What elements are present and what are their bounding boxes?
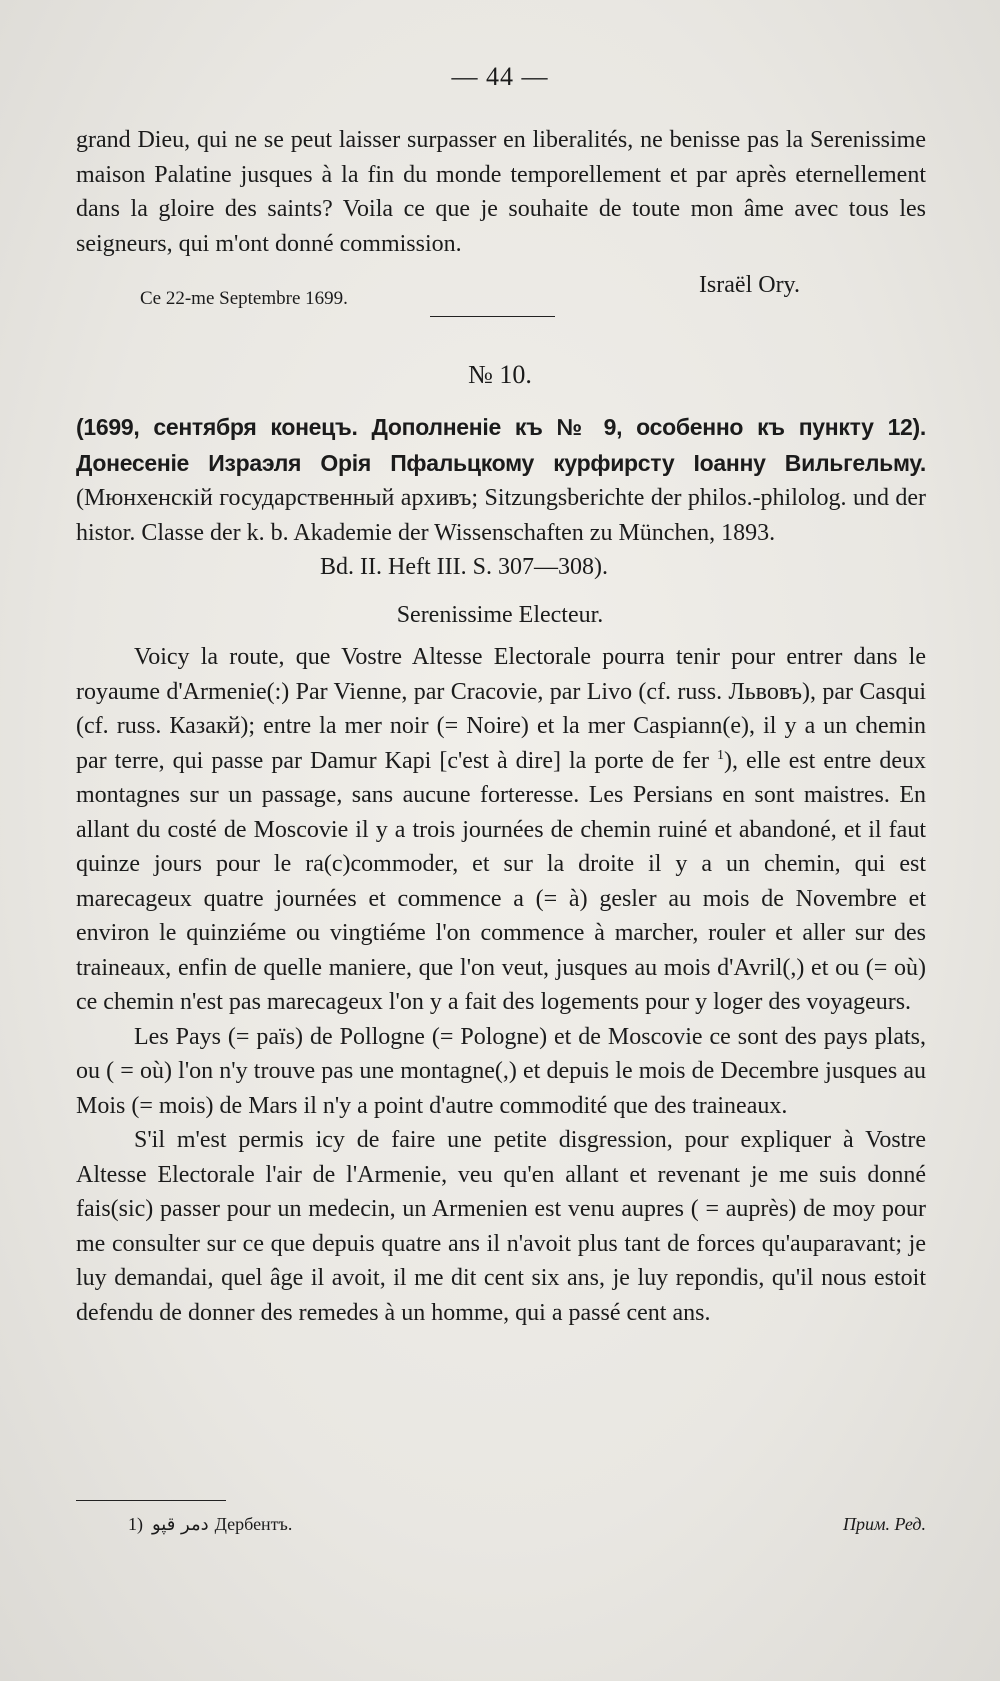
paragraph-digression: S'il m'est permis icy de faire une petite disgression, pour expliquer à Vostre Altesse Electorale l'air de l'Armenie, veu qu'en allant et revenant je me suis donné fais(sic) passer pour un medecin, un Armenien est venu aupres ( = auprès) de moy pour me consulter sur ce que depuis quatre ans il n'avoit plus tant de forces qu'auparavant; je luy demandai, quel âge il avoit, il me dit cent six ans, je luy repondis, qu'il nous estoit defendu de donner des remedes à un homme, qui a passé cent ans. [76,1127,926,1326]
signature-name: Israël Ory. [698,272,800,298]
document-heading [76,410,926,585]
heading-source: (Мюнхенскій государственный архивъ; Sitzungsberichte der philos.-philolog. und der histor. Classe der k. b. Akademie der Wissenschaften zu München, 1893. [76,485,926,546]
paragraph-route [76,640,926,1020]
heading-title: (1699, сентября конецъ. Дополненіе къ № 9, особенно къ пункту 12). Донесеніе Израэля Орія Пфальцкому курфирсту Іоанну Вильгельму. [76,414,926,476]
paragraph-route-start: Voicy la route, que Vostre Altesse Electorale pourra tenir pour entrer dans le royaume d'Armenie(:) Par Vienne, par Cracovie, par Livo (cf. russ. Львовъ), par Casqui (cf. russ. Казакй); entre la mer noir (= Noire) et la mer Caspiann(e), il y a un chemin par terre, qui passe par Damur Kapi [c'est à dire] la porte de fer [76,644,926,774]
footnote-translation: Дербентъ. [214,1514,293,1534]
paragraph-countries: Les Pays (= païs) de Pollogne (= Pologne) et de Moscovie ce sont des pays plats, ou ( = où) l'on n'y trouve pas une montagne(,) et depuis le mois de Decembre jusques au Mois (= mois) de Mars il n'y a point d'autre commodité que des traineaux. [76,1023,926,1119]
page-number: — 44 — [451,62,549,91]
signature-date: Ce 22-me Septembre 1699. [140,288,348,309]
heading-source-end: Bd. II. Heft III. S. 307—308). [320,554,608,580]
footnote-ref: 1 [717,747,725,763]
editor-note: Прим. Ред. [843,1514,926,1534]
signature-block [140,272,800,312]
letter-end-paragraph: grand Dieu, qui ne se peut laisser surpasser en liberalités, ne benisse pas la Serenissime maison Palatine jusques à la fin du monde temporellement et par après eternellement dans la gloire des saints? Voila ce que je souhaite de toute mon âme avec tous les seigneurs, qui m'ont donné commission. [76,127,926,257]
separator-rule [430,316,555,317]
letter-ending [76,123,926,261]
paragraph-route-end: ), elle est entre deux montagnes sur un passage, sans aucune forteresse. Les Persians en sont maistres. En allant du costé de Moscovie il y a trois journées de chemin ruiné et abandoné, et il faut quinze jours pour le ra(c)commoder, et sur la droite il y a un chemin, qui est marecageux quatre journées et commence a (= à) gesler au mois de Novembre et environ le quinziéme ou vingtiéme l'on commence à marcher, rouler et aller sur des traineaux, enfin de quelle maniere, que l'on veut, jusques au mois d'Avril(,) et ou (= où) ce chemin n'est pas marecageux l'on y a fait des logements pour y loger des voyageurs. [76,747,927,1015]
letter-body [76,640,926,1330]
document-number: № 10. [468,360,532,389]
footnote-rule [76,1500,226,1501]
footnote-text [152,1514,292,1535]
footnote-farsi: دمر قپو [152,1514,209,1535]
salutation: Serenissime Electeur. [396,602,604,628]
footnote-mark: 1) [128,1514,143,1534]
